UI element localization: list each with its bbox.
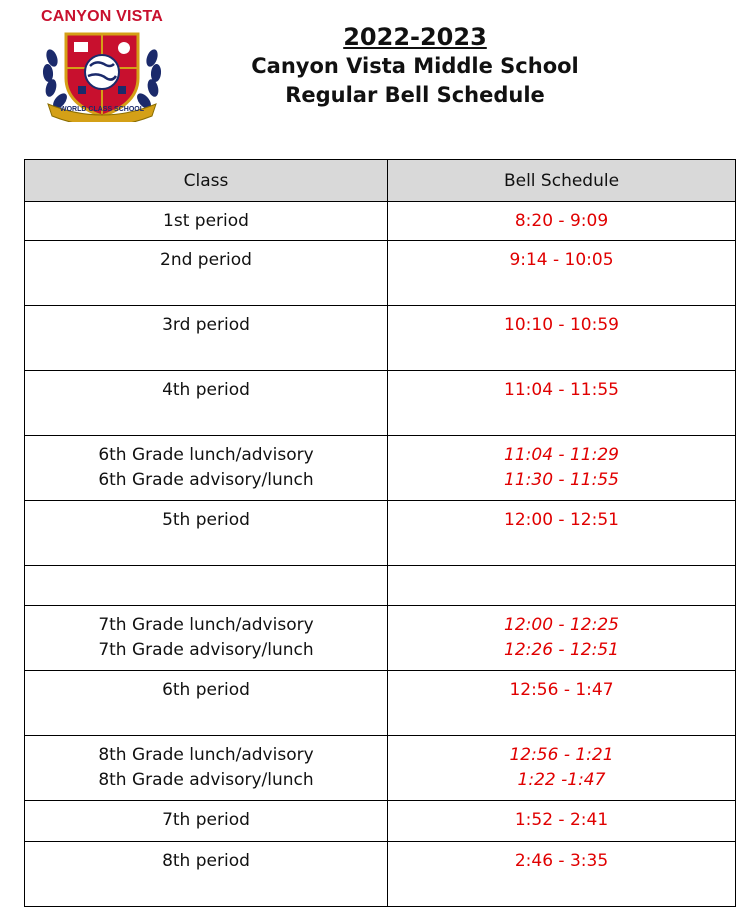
class-cell xyxy=(25,202,388,241)
table-row xyxy=(25,241,736,306)
time-cell xyxy=(388,436,736,501)
time-cell xyxy=(388,241,736,306)
table-row xyxy=(25,736,736,801)
class-label: 4th period xyxy=(162,380,250,400)
class-label: 7th Grade lunch/advisory xyxy=(98,615,314,635)
bell-schedule-table xyxy=(24,159,736,907)
table-row xyxy=(25,436,736,501)
table-row xyxy=(25,671,736,736)
school-name: Canyon Vista Middle School xyxy=(251,54,579,78)
table-row xyxy=(25,606,736,671)
class-cell xyxy=(25,736,388,801)
logo-ribbon-text: WORLD CLASS SCHOOL xyxy=(60,106,144,113)
table-row xyxy=(25,801,736,842)
time-cell xyxy=(388,566,736,606)
time-range: 1:22 -1:47 xyxy=(517,770,606,790)
time-range: 2:46 - 3:35 xyxy=(514,851,609,871)
class-label: 6th Grade advisory/lunch xyxy=(98,470,314,490)
class-cell xyxy=(25,436,388,501)
class-label: 5th period xyxy=(162,510,250,530)
class-cell xyxy=(25,606,388,671)
logo-text: CANYON VISTA xyxy=(40,8,164,25)
time-range: 1:52 - 2:41 xyxy=(514,810,609,830)
time-range: 12:00 - 12:25 xyxy=(504,615,619,635)
time-cell xyxy=(388,842,736,907)
time-range: 10:10 - 10:59 xyxy=(504,315,619,335)
time-range: 9:14 - 10:05 xyxy=(509,250,614,270)
class-cell xyxy=(25,501,388,566)
time-cell xyxy=(388,202,736,241)
school-year: 2022-2023 xyxy=(343,23,487,51)
page-header xyxy=(215,22,615,110)
table-row xyxy=(25,566,736,606)
time-range: 8:20 - 9:09 xyxy=(514,211,609,231)
class-label: 7th Grade advisory/lunch xyxy=(98,640,314,660)
class-cell xyxy=(25,371,388,436)
class-label: 7th period xyxy=(162,810,250,830)
time-cell xyxy=(388,801,736,842)
table-row xyxy=(25,371,736,436)
table-row xyxy=(25,306,736,371)
school-logo xyxy=(38,8,166,122)
class-label: 8th Grade advisory/lunch xyxy=(98,770,314,790)
time-range: 11:30 - 11:55 xyxy=(504,470,619,490)
time-range: 12:56 - 1:21 xyxy=(509,745,614,765)
schedule-title: Regular Bell Schedule xyxy=(285,83,545,107)
class-label: 3rd period xyxy=(162,315,250,335)
time-range: 12:26 - 12:51 xyxy=(504,640,619,660)
class-cell xyxy=(25,671,388,736)
table-row xyxy=(25,202,736,241)
time-cell xyxy=(388,501,736,566)
time-range: 12:56 - 1:47 xyxy=(509,680,614,700)
class-column-header: Class xyxy=(25,160,388,202)
time-range: 11:04 - 11:55 xyxy=(504,380,619,400)
bell-column-header: Bell Schedule xyxy=(388,160,736,202)
time-cell xyxy=(388,671,736,736)
time-cell xyxy=(388,736,736,801)
class-label: 8th period xyxy=(162,851,250,871)
class-label: 6th period xyxy=(162,680,250,700)
table-header-row xyxy=(25,160,736,202)
class-cell xyxy=(25,241,388,306)
class-label: 2nd period xyxy=(160,250,252,270)
class-cell xyxy=(25,842,388,907)
time-cell xyxy=(388,371,736,436)
time-cell xyxy=(388,306,736,371)
class-label: 6th Grade lunch/advisory xyxy=(98,445,314,465)
class-label: 8th Grade lunch/advisory xyxy=(98,745,314,765)
class-cell xyxy=(25,566,388,606)
class-label: 1st period xyxy=(163,211,249,231)
time-cell xyxy=(388,606,736,671)
time-range: 11:04 - 11:29 xyxy=(504,445,619,465)
class-cell xyxy=(25,801,388,842)
table-row xyxy=(25,501,736,566)
time-range: 12:00 - 12:51 xyxy=(504,510,619,530)
class-cell xyxy=(25,306,388,371)
table-row xyxy=(25,842,736,907)
